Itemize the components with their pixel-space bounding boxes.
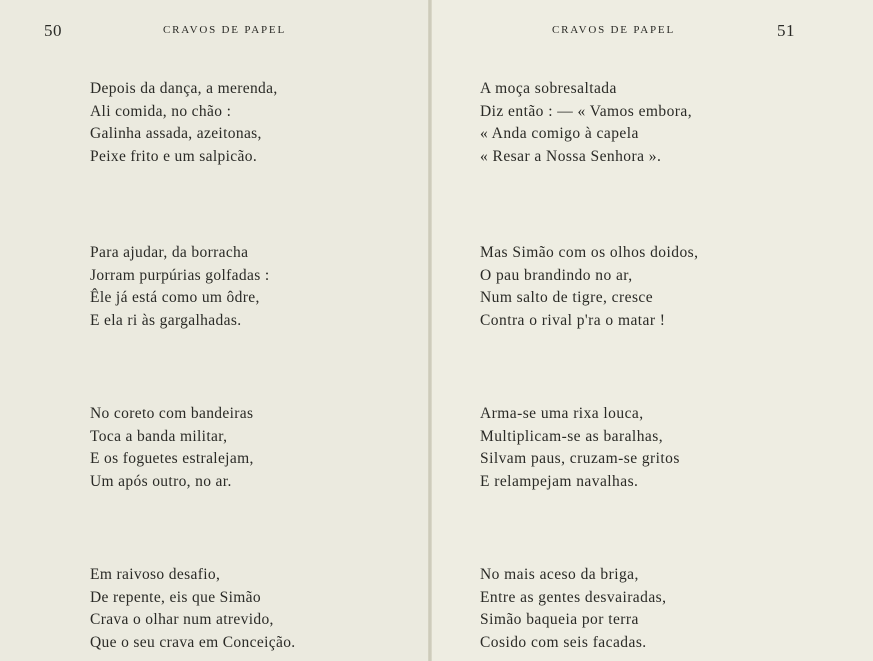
verse-line: O pau brandindo no ar, (480, 266, 633, 284)
verse-line: Contra o rival p'ra o matar ! (480, 311, 666, 329)
verse-line: Jorram purpúrias golfadas : (90, 266, 270, 284)
verse-line: No coreto com bandeiras (90, 405, 254, 422)
verse-line: « Anda comigo à capela (480, 125, 639, 142)
page-number: 51 (777, 21, 795, 40)
stanza (480, 242, 698, 332)
verse-line: Multiplicam-se as baralhas, (480, 427, 664, 445)
verse-line: Para ajudar, da borracha (90, 244, 249, 261)
page-number: 50 (44, 21, 62, 40)
running-head: CRAVOS DE PAPEL (552, 24, 675, 36)
verse-line: E os foguetes estralejam, (90, 450, 254, 467)
stanza (480, 564, 666, 654)
stanza (90, 403, 254, 493)
verse-line: A moça sobresaltada (480, 80, 617, 97)
verse-line: Em raivoso desafio, (90, 566, 221, 583)
verse-line: Um após outro, no ar. (90, 472, 232, 490)
verse-line: Diz então : — « Vamos embora, (480, 102, 693, 120)
verse-line: Silvam paus, cruzam-se gritos (480, 450, 680, 467)
verse-line: Arma-se uma rixa louca, (480, 405, 644, 422)
verse-line: Num salto de tigre, cresce (480, 289, 654, 306)
verse-line: No mais aceso da briga, (480, 566, 639, 583)
right-page (430, 0, 873, 661)
verse-line: Peixe frito e um salpicão. (90, 147, 258, 165)
running-head: CRAVOS DE PAPEL (163, 24, 286, 36)
verse-line: E relampejam navalhas. (480, 472, 639, 490)
verse-line: Simão baqueia por terra (480, 611, 639, 628)
verse-line: De repente, eis que Simão (90, 588, 262, 606)
verse-line: Cosido com seis facadas. (480, 633, 647, 651)
stanza (90, 242, 269, 332)
stanza (90, 78, 278, 168)
verse-line: Entre as gentes desvairadas, (480, 588, 667, 606)
verse-line: Êle já está como um ôdre, (90, 289, 260, 306)
verse-line: Ali comida, no chão : (90, 102, 232, 120)
verse-line: Crava o olhar num atrevido, (90, 611, 274, 628)
stanza (480, 403, 680, 493)
verse-line: Toca a banda militar, (90, 427, 228, 445)
verse-line: « Resar a Nossa Senhora ». (480, 147, 662, 165)
verse-line: Galinha assada, azeitonas, (90, 125, 262, 142)
stanza (480, 78, 692, 168)
verse-line: E ela ri às gargalhadas. (90, 311, 242, 329)
left-page (0, 0, 430, 661)
book-gutter (428, 0, 432, 661)
verse-line: Depois da dança, a merenda, (90, 80, 278, 97)
stanza (90, 564, 296, 654)
verse-line: Mas Simão com os olhos doidos, (480, 244, 699, 261)
verse-line: Que o seu crava em Conceição. (90, 633, 296, 651)
